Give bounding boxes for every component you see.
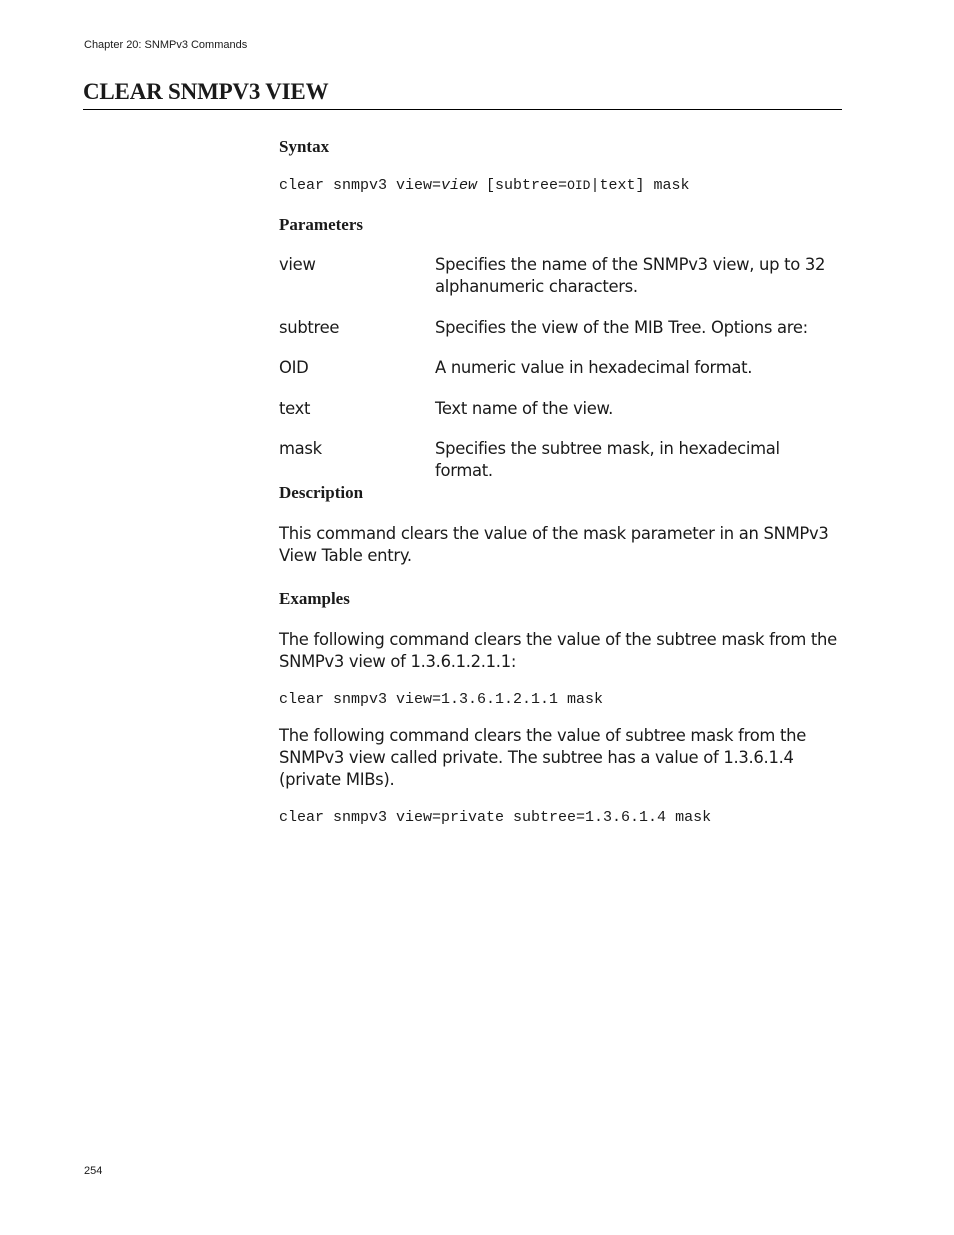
syntax-code-part: [subtree= [477, 177, 568, 194]
param-name-oid: OID [279, 358, 309, 377]
running-header: Chapter 20: SNMPv3 Commands [84, 39, 248, 51]
parameters-heading: Parameters [279, 215, 364, 234]
param-name-view: view [279, 255, 316, 274]
param-desc-text: Text name of the view. [435, 399, 614, 418]
example-2-code: clear snmpv3 view=private subtree=1.3.6.1.4 mask [279, 809, 712, 826]
example-2-text: The following command clears the value of subtree mask from the SNMPv3 view called private. The subtree has a value of 1.3.6.1.4 (private MIBs). [279, 726, 807, 789]
syntax-heading: Syntax [279, 137, 330, 156]
syntax-code [279, 177, 690, 194]
param-name-text: text [279, 399, 311, 418]
title-rule [83, 109, 842, 110]
param-desc-view: Specifies the name of the SNMPv3 view, up to 32 alphanumeric characters. [435, 255, 826, 296]
examples-heading: Examples [279, 589, 350, 608]
page-number: 254 [84, 1165, 103, 1177]
description-text: This command clears the value of the mask parameter in an SNMPv3 View Table entry. [279, 524, 829, 565]
example-1-code: clear snmpv3 view=1.3.6.1.2.1.1 mask [279, 691, 604, 708]
syntax-code-oid: OID [567, 178, 591, 193]
syntax-code-part: clear snmpv3 view= [279, 177, 442, 194]
syntax-code-view-arg: view [441, 177, 478, 194]
description-heading: Description [279, 483, 364, 502]
param-desc-oid: A numeric value in hexadecimal format. [435, 358, 753, 377]
param-name-subtree: subtree [279, 318, 340, 337]
param-name-mask: mask [279, 439, 322, 458]
example-1-text: The following command clears the value of the subtree mask from the SNMPv3 view of 1.3.6.1.2.1.1: [279, 630, 837, 671]
page-title: CLEAR SNMPV3 VIEW [83, 79, 329, 104]
param-desc-subtree: Specifies the view of the MIB Tree. Options are: [435, 318, 808, 337]
syntax-code-part: |text] mask [590, 177, 690, 194]
param-desc-mask: Specifies the subtree mask, in hexadecimal format. [435, 439, 780, 480]
